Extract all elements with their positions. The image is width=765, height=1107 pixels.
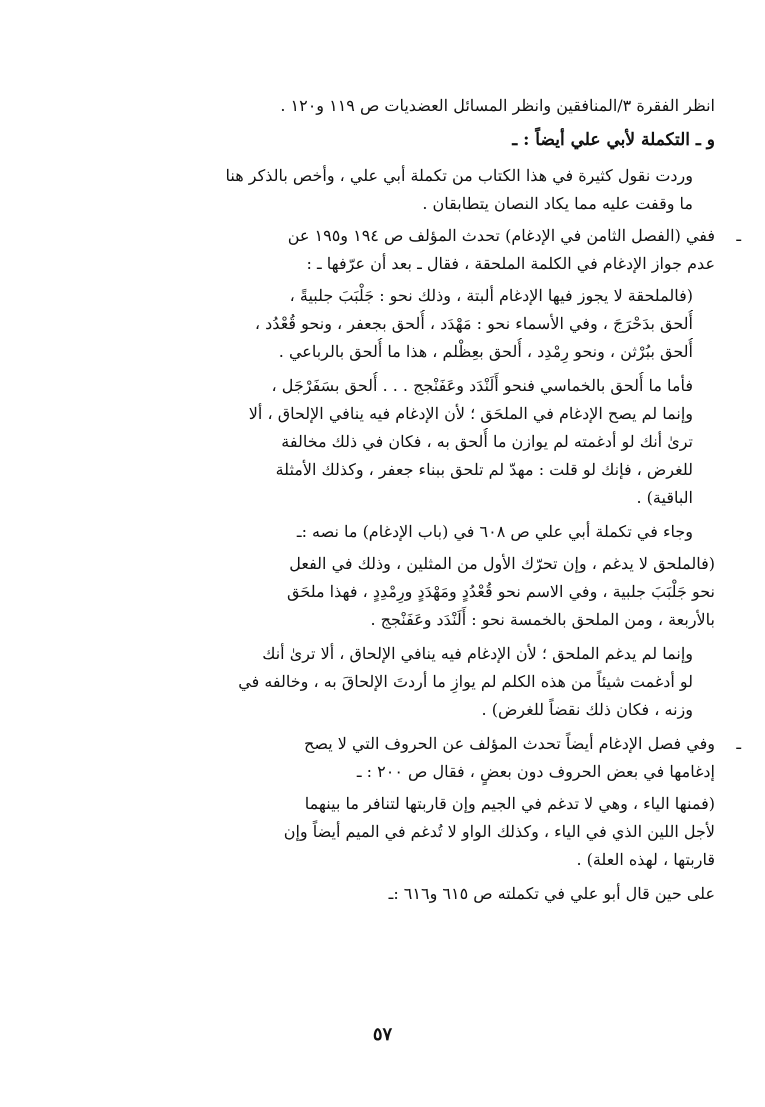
text-line: الباقية) .	[636, 488, 693, 507]
text-line: لو أدغمت شيئاً من هذه الكلم لم يوازِ ما أردتَ الإلحاقَ به ، وخالفه في	[238, 672, 693, 691]
page-number: ٥٧	[372, 1024, 393, 1045]
text-line: أُلحق ببُرْثن ، ونحو رِمْدِد ، أُلحق بعِظْلم ، هذا ما أُلحق بالرباعي .	[278, 342, 693, 361]
intro-paragraph	[95, 162, 715, 218]
text-line: وزنه ، فكان ذلك نقضاً للغرض) .	[481, 700, 693, 719]
bullet-paragraph-1	[95, 222, 741, 278]
text-line: (فمنها الياء ، وهي لا تدغم في الجيم وإن قاربتها لتنافر ما بينهما	[304, 794, 715, 813]
text-line: وإنما لم يدغم الملحق ؛ لأن الإدغام فيه ينافي الإلحاق ، ألا ترىٰ أنك	[262, 644, 693, 663]
text-line: وإنما لم يصح الإدغام في الملحَق ؛ لأن الإدغام فيه ينافي الإلحاق ، ألا	[248, 404, 693, 423]
text-line: (فالملحق لا يدغم ، وإن تحرّك الأول من المثلين ، وذلك في الفعل	[289, 554, 715, 573]
transition-line-wrap	[95, 518, 715, 546]
bullet-dash: ـ	[736, 226, 741, 245]
text-line: ففي (الفصل الثامن في الإدغام) تحدث المؤلف ص ١٩٤ و١٩٥ عن	[287, 226, 715, 245]
section-heading: و ـ التكملة لأبي علي أيضاً : ـ	[512, 130, 715, 150]
text-line: قاربتها ، لهذه العلة) .	[576, 850, 715, 869]
page-body	[95, 92, 741, 912]
quote-block-2	[95, 550, 715, 634]
text-line: فأما ما أُلحق بالخماسي فنحو أَلَنْدَد وعَفَنْجج . . . أُلحق بسَفَرْجَل ،	[271, 376, 693, 395]
reference-line: انظر الفقرة ٣/المنافقين وانظر المسائل العضديات ص ١١٩ و١٢٠ .	[280, 96, 715, 115]
text-line: وفي فصل الإدغام أيضاً تحدث المؤلف عن الحروف التي لا يصح	[304, 734, 715, 753]
text-line: بالأربعة ، ومن الملحق بالخمسة نحو : أَلَنْدَد وعَفَنْجج .	[370, 610, 715, 629]
quote-block-1b	[95, 372, 715, 512]
text-line: ترىٰ أنك لو أدغمته لم يوازن ما أُلحق به ، فكان في ذلك مخالفة	[281, 432, 693, 451]
quote-block-1	[95, 282, 715, 366]
transition-line: وجاء في تكملة أبي علي ص ٦٠٨ في (باب الإدغام) ما نصه :ـ	[296, 522, 693, 541]
text-line: نحو جَلْبَبَ جلبية ، وفي الاسم نحو قُعْدُدٍ ومَهْدَدٍ ورِمْدِدٍ ، فهذا ملحَق	[287, 582, 715, 601]
quote-block-2b	[95, 640, 715, 724]
quote-block-3	[95, 790, 715, 874]
text-line: (فالملحقة لا يجوز فيها الإدغام ألبتة ، وذلك نحو : جَلْبَبَ جلبيةً ،	[289, 286, 693, 305]
text-line: عدم جواز الإدغام في الكلمة الملحقة ، فقال ـ بعد أن عرّفها ـ :	[306, 254, 715, 273]
bullet-paragraph-2	[95, 730, 741, 786]
closing-paragraph	[95, 880, 715, 908]
bullet-dash: ـ	[736, 734, 741, 753]
text-line: للغرض ، فإنك لو قلت : مهدّ لم تلحق ببناء جعفر ، وكذلك الأمثلة	[275, 460, 693, 479]
text-line: وردت نقول كثيرة في هذا الكتاب من تكملة أبي علي ، وأخص بالذكر هنا	[225, 166, 693, 185]
text-line: لأجل اللين الذي في الياء ، وكذلك الواو لا تُدغم في الميم أيضاً وإن	[283, 822, 715, 841]
text-line: أُلحق بدَحْرَجَ ، وفي الأسماء نحو : مَهْدَد ، أُلحق بجعفر ، ونحو قُعْدُد ،	[254, 314, 693, 333]
closing-line: على حين قال أبو علي في تكملته ص ٦١٥ و٦١٦ :ـ	[388, 884, 715, 903]
text-line: إدغامها في بعض الحروف دون بعضٍ ، فقال ص ٢٠٠ : ـ	[356, 762, 715, 781]
text-line: ما وقفت عليه مما يكاد النصان يتطابقان .	[422, 194, 693, 213]
